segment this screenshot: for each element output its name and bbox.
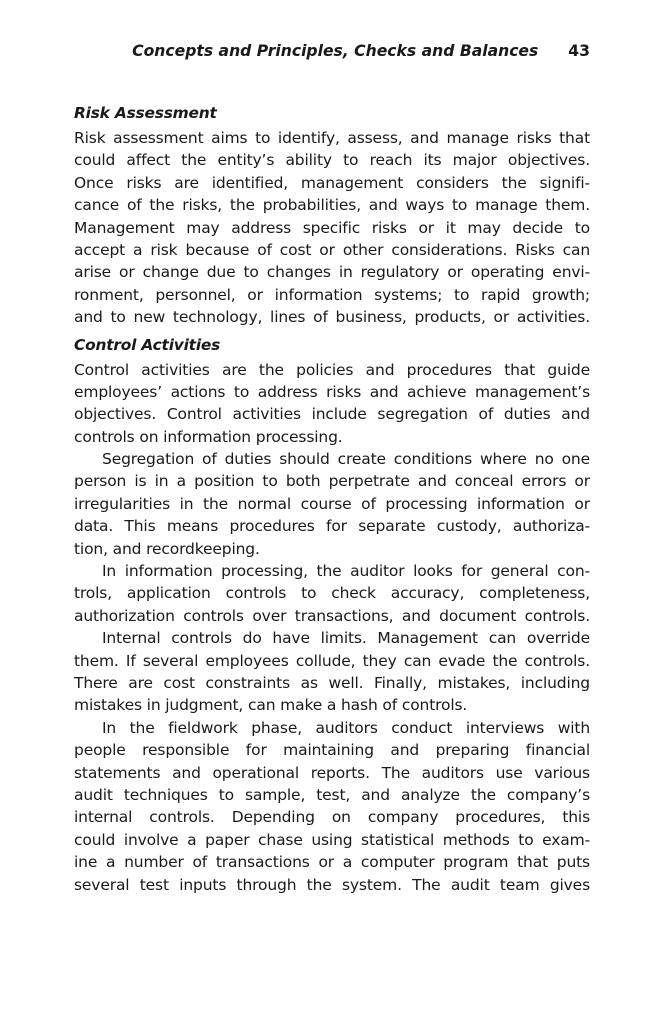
- text-line: In information processing, the auditor looks for general con-: [102, 562, 590, 581]
- page-body: [74, 99, 590, 896]
- page-number: 43: [568, 42, 590, 60]
- text-line: trols, application controls to check accuracy, completeness,: [74, 584, 590, 603]
- text-line: Internal controls do have limits. Management can override: [102, 629, 590, 648]
- text-line: irregularities in the normal course of processing information or: [74, 494, 590, 513]
- text-line: them. If several employees collude, they can evade the controls.: [74, 651, 590, 670]
- text-line: could involve a paper chase using statistical methods to exam-: [74, 830, 590, 849]
- text-line: cance of the risks, the probabilities, and ways to manage them.: [74, 196, 590, 215]
- text-line: audit techniques to sample, test, and analyze the company’s: [74, 785, 590, 804]
- text-line: Segregation of duties should create conditions where no one: [102, 450, 590, 469]
- running-head-title: Concepts and Principles, Checks and Balances: [132, 42, 539, 60]
- text-line: controls on information processing.: [74, 427, 343, 446]
- text-line: people responsible for maintaining and preparing financial: [74, 741, 590, 760]
- section-heading-risk-assessment: Risk Assessment: [74, 104, 217, 122]
- paragraph: [74, 359, 590, 449]
- section-heading-control-activities: Control Activities: [74, 335, 221, 354]
- text-line: statements and operational reports. The auditors use various: [74, 763, 590, 782]
- running-head: [74, 42, 590, 66]
- paragraph: [74, 717, 590, 896]
- text-line: data. This means procedures for separate custody, authoriza-: [74, 517, 590, 536]
- text-line: Once risks are identified, management considers the signifi-: [74, 173, 590, 192]
- text-line: Control activities are the policies and procedures that guide: [74, 360, 590, 379]
- text-line: ine a number of transactions or a computer program that puts: [74, 853, 590, 872]
- paragraph: [74, 448, 590, 560]
- paragraph: [74, 627, 590, 717]
- text-line: ronment, personnel, or information systems; to rapid growth;: [74, 285, 590, 304]
- text-line: objectives. Control activities include segregation of duties and: [74, 405, 590, 424]
- text-line: and to new technology, lines of business, products, or activities.: [74, 308, 590, 327]
- text-line: authorization controls over transactions, and document controls.: [74, 606, 590, 625]
- text-line: mistakes in judgment, can make a hash of controls.: [74, 696, 468, 715]
- text-line: tion, and recordkeeping.: [74, 539, 260, 558]
- paragraph: [74, 560, 590, 627]
- text-line: several test inputs through the system. The audit team gives: [74, 875, 590, 894]
- text-line: accept a risk because of cost or other considerations. Risks can: [74, 240, 590, 259]
- text-line: There are cost constraints as well. Finally, mistakes, including: [74, 673, 590, 692]
- text-line: person is in a position to both perpetrate and conceal errors or: [74, 472, 590, 491]
- text-line: Management may address specific risks or it may decide to: [74, 218, 590, 237]
- text-line: could affect the entity’s ability to reach its major objectives.: [74, 151, 590, 170]
- text-line: Risk assessment aims to identify, assess, and manage risks that: [74, 129, 590, 147]
- paragraph: [74, 127, 590, 329]
- text-line: internal controls. Depending on company procedures, this: [74, 808, 590, 827]
- text-line: arise or change due to changes in regulatory or operating envi-: [74, 263, 590, 282]
- text-line: employees’ actions to address risks and achieve management’s: [74, 382, 590, 401]
- text-line: In the fieldwork phase, auditors conduct interviews with: [102, 718, 590, 737]
